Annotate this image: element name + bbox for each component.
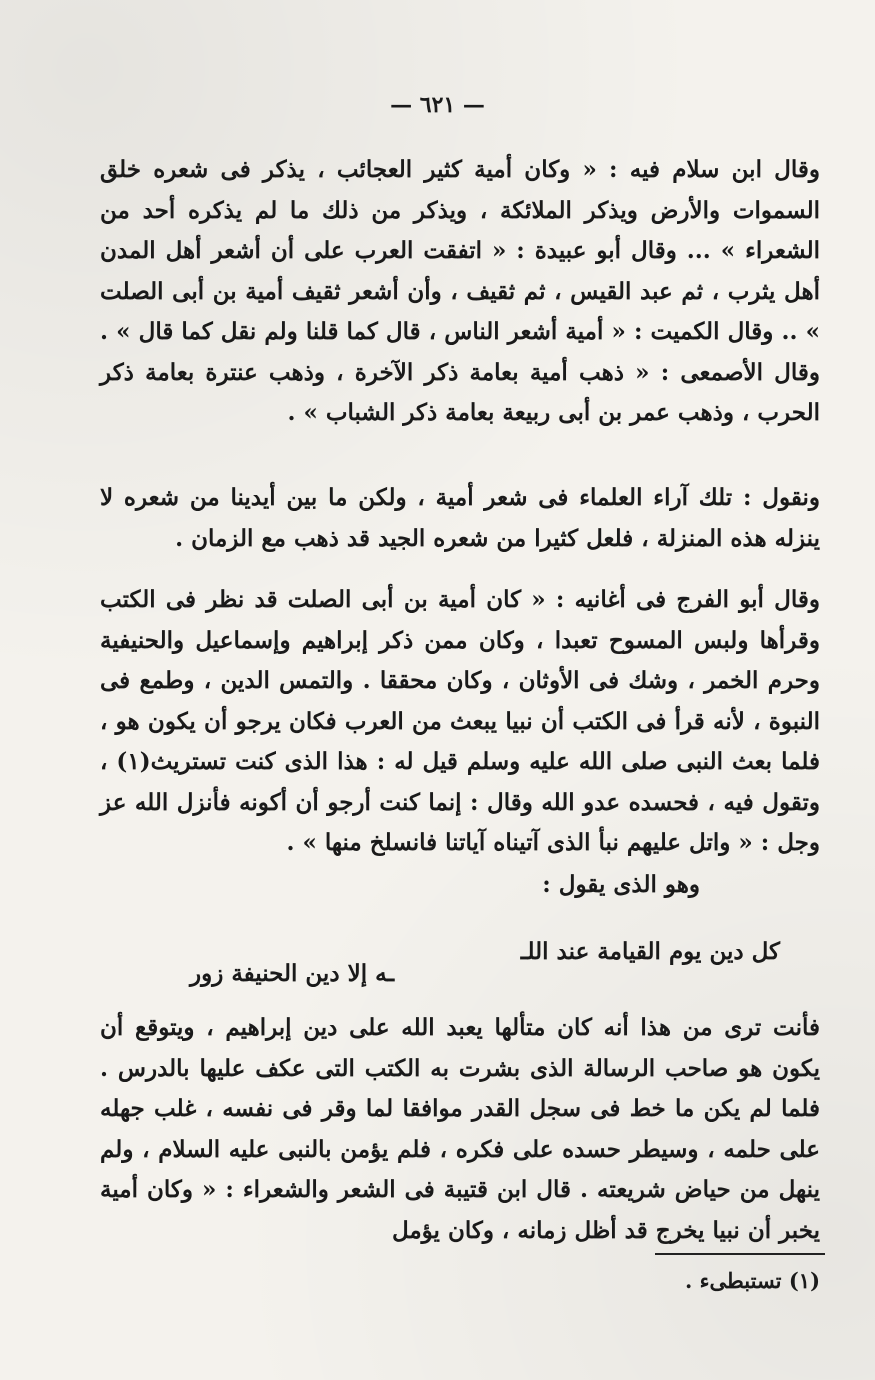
paragraph-ibn-sallam — [100, 150, 820, 434]
paragraph-scholars-opinion — [100, 478, 820, 559]
paragraph-text: فأنت ترى من هذا أنه كان متألها يعبد الله على دين إبراهيم ، ويتوقع أن يكون هو صاحب الرسالة الذى بشرت به الكتب التى عكف عليها بالدرس . فلما لم يكن ما خط فى سجل القدر موافقا لما وقر فى نفسه ، غلب جهله على حلمه ، وسيطر حسده على فكره ، فلم يؤمن بالنبى عليه السلام ، ولم ينهل من حياض شريعته . قال ابن قتيبة فى الشعر والشعراء : « وكان أمية يخبر أن نبيا يخرج قد أظل زمانه ، وكان يؤمل — [100, 1014, 820, 1244]
paragraph-text: وقال أبو الفرج فى أغانيه : « كان أمية بن أبى الصلت قد نظر فى الكتب وقرأها ولبس المسوح تعبدا ، وكان ممن ذكر إبراهيم وإسماعيل والحنيفية وحرم الخمر ، وشك فى الأوثان ، وكان محققا . والتمس الدين ، وطمع فى النبوة ، لأنه قرأ فى الكتب أن نبيا يبعث من العرب فكان يرجو أن يكون هو ، فلما بعث النبى صلى الله عليه وسلم قيل له : هذا الذى كنت تستريث(١) ، وتقول فيه ، فحسده عدو الله وقال : إنما كنت أرجو أن أكونه فأنزل الله عز وجل : « واتل عليهم نبأ الذى آتيناه آياتنا فانسلخ منها » . — [100, 586, 820, 856]
paragraph-text: ونقول : تلك آراء العلماء فى شعر أمية ، ولكن ما بين أيدينا من شعره لا ينزله هذه المنزلة ، فلعل كثيرا من شعره الجيد قد ذهب مع الزمان . — [100, 484, 820, 552]
poem-verse — [180, 938, 780, 998]
verse-second-hemistich: ـه إلا دين الحنيفة زور — [190, 960, 395, 987]
paragraph-conclusion — [100, 1008, 820, 1251]
footnote: (١) تستبطىء . — [685, 1268, 820, 1293]
paragraph-text: وهو الذى يقول : — [542, 871, 700, 898]
footnote-divider — [655, 1253, 825, 1255]
verse-intro — [480, 865, 700, 906]
page-number: — ٦٢١ — — [390, 92, 485, 118]
verse-first-hemistich: كل دين يوم القيامة عند اللـ — [520, 938, 780, 965]
paragraph-abu-al-faraj — [100, 580, 820, 864]
paragraph-text: وقال ابن سلام فيه : « وكان أمية كثير العجائب ، يذكر فى شعره خلق السموات والأرض ويذكر الملائكة ، ويذكر من ذلك ما لم يذكره أحد من الشعراء » ... وقال أبو عبيدة : « اتفقت العرب على أن أشعر أهل المدن أهل يثرب ، ثم عبد القيس ، ثم ثقيف ، وأن أشعر ثقيف أمية بن أبى الصلت » .. وقال الكميت : « أمية أشعر الناس ، قال كما قلنا ولم نقل كما قال » . وقال الأصمعى : « ذهب أمية بعامة ذكر الآخرة ، وذهب عنترة بعامة ذكر الحرب ، وذهب عمر بن أبى ربيعة بعامة ذكر الشباب » . — [100, 156, 820, 426]
